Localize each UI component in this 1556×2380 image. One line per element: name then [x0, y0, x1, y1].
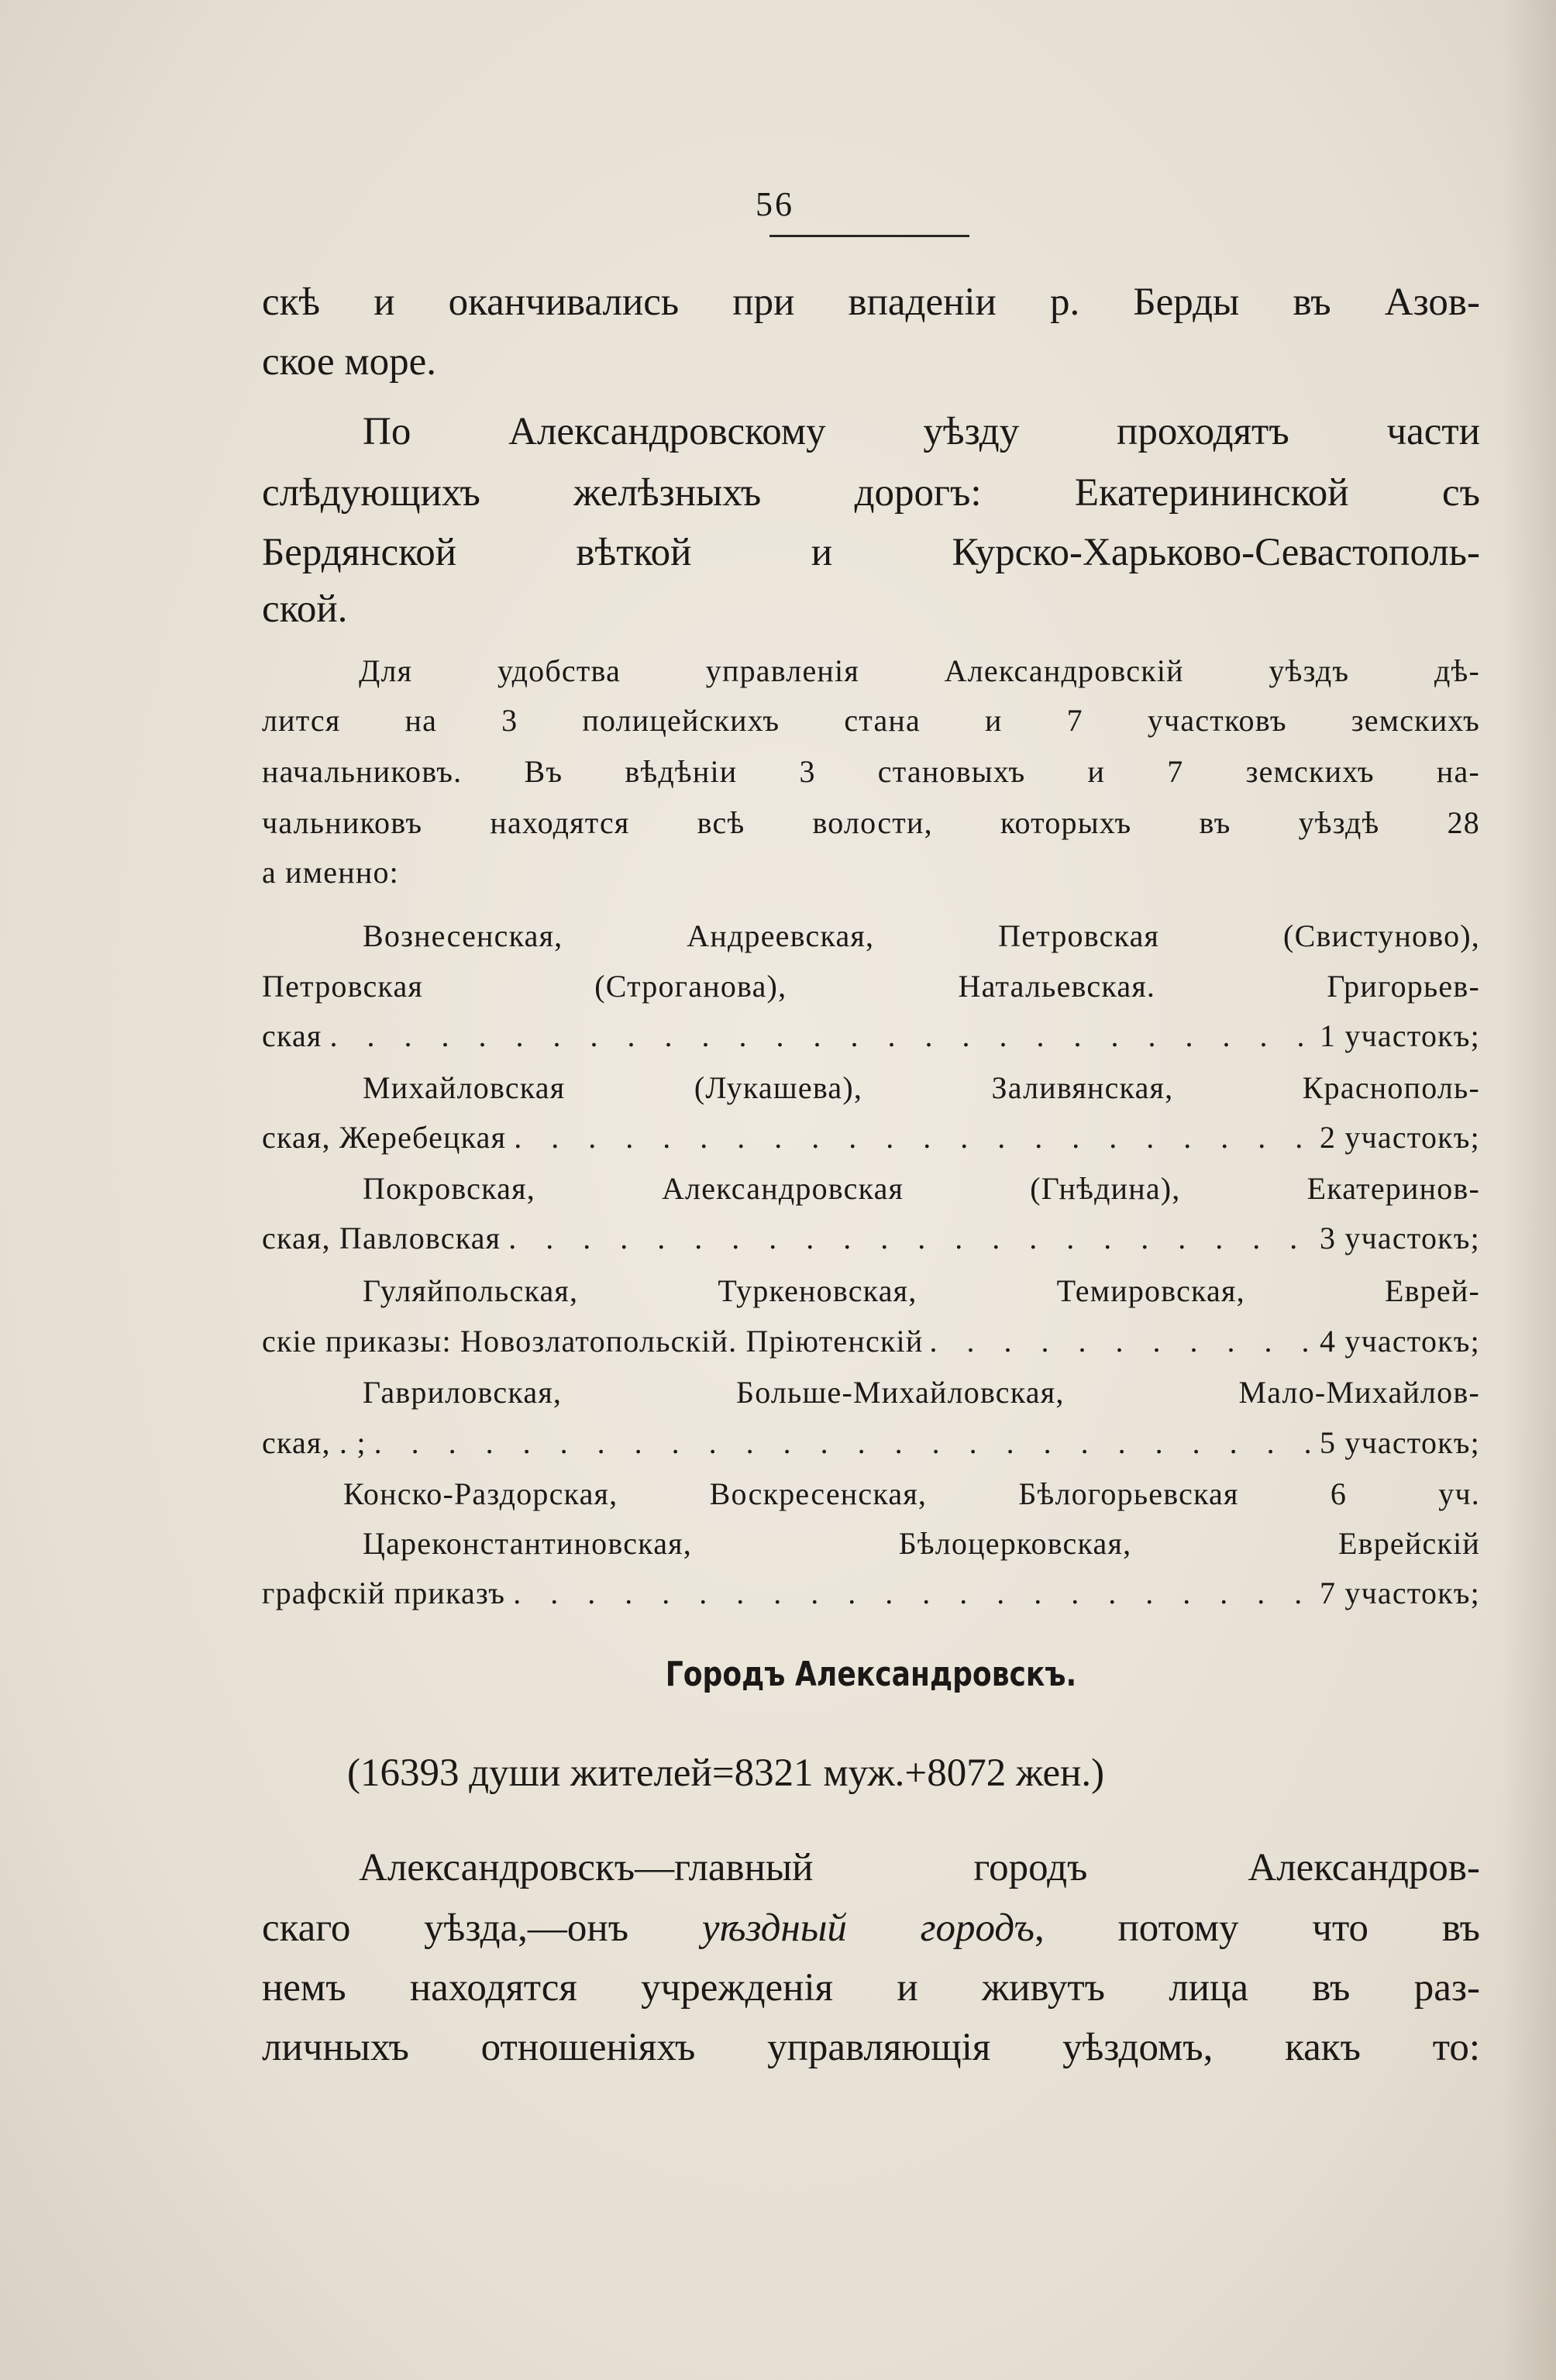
text-fragment: скаго уѣзда,—онъ [262, 1906, 702, 1950]
district-entry-6: Конско-Раздорская, Воскресенская, Бѣлогорьевская 6 уч. [343, 1476, 1480, 1511]
text-line: Для удобства управленія Александровскій уѣздъ дѣ- [359, 653, 1480, 688]
section-heading: Городъ Александровскъ. [665, 1655, 1077, 1694]
district-names: ская, Жеребецкая [262, 1120, 507, 1155]
text-line: а именно: [262, 855, 399, 890]
district-entry-7 [262, 1575, 1480, 1612]
district-names: скіе приказы: Новозлатопольскій. Пріютенскій [262, 1324, 924, 1359]
district-entry-5 [262, 1424, 1480, 1462]
text-line: ское море. [262, 340, 436, 384]
dot-leader [513, 1575, 1312, 1612]
district-names: графскій приказъ [262, 1576, 506, 1610]
district-line: Цареконстантиновская, Бѣлоцерковская, Еврейскій [363, 1526, 1480, 1561]
district-count: 4 участокъ; [1319, 1324, 1480, 1359]
dot-leader [330, 1018, 1312, 1055]
text-line: По Александровскому уѣзду проходятъ части [363, 410, 1480, 453]
dot-leader [374, 1424, 1312, 1462]
district-count: 7 участокъ; [1319, 1576, 1480, 1610]
district-line: Вознесенская, Андреевская, Петровская (Свистуново), [363, 918, 1480, 953]
text-line: чальниковъ находятся всѣ волости, которыхъ въ уѣздѣ 28 [262, 805, 1480, 840]
text-line: немъ находятся учрежденія и живутъ лица въ раз- [262, 1966, 1480, 2010]
text-line: начальниковъ. Въ вѣдѣніи 3 становыхъ и 7 земскихъ на- [262, 754, 1480, 789]
population-line: (16393 души жителей=8321 муж.+8072 жен.) [347, 1751, 1105, 1795]
district-count: 2 участокъ; [1319, 1120, 1480, 1155]
dot-leader [508, 1220, 1312, 1257]
district-line: Гавриловская, Больше-Михайловская, Мало-Михайлов- [363, 1375, 1480, 1410]
district-names: ская [262, 1018, 322, 1053]
text-fragment: , потому что въ [1034, 1906, 1481, 1950]
district-count: 3 участокъ; [1319, 1221, 1480, 1255]
dot-leader [514, 1119, 1312, 1156]
text-line: скѣ и оканчивались при впаденіи р. Берды въ Азов- [262, 281, 1480, 324]
dot-leader [929, 1323, 1313, 1360]
district-line: Гуляйпольская, Туркеновская, Темировская, Еврей- [363, 1273, 1480, 1308]
district-count: 5 участокъ; [1319, 1425, 1480, 1460]
text-line: лится на 3 полицейскихъ стана и 7 участковъ земскихъ [262, 703, 1480, 738]
italic-term: уѣздный городъ [701, 1906, 1034, 1950]
page-number: 56 [756, 185, 794, 223]
text-line: слѣдующихъ желѣзныхъ дорогъ: Екатерининской съ [262, 471, 1480, 515]
district-line: Михайловская (Лукашева), Заливянская, Краснополь- [363, 1070, 1480, 1105]
district-entry-4 [262, 1323, 1480, 1360]
district-entry-2 [262, 1119, 1480, 1156]
district-entry-3 [262, 1220, 1480, 1257]
district-entry-1 [262, 1018, 1480, 1055]
district-line: Петровская (Строганова), Натальевская. Григорьев- [262, 969, 1480, 1004]
text-line: личныхъ отношеніяхъ управляющія уѣздомъ, какъ то: [262, 2026, 1480, 2069]
text-line: Бердянской вѣткой и Курско-Харьково-Севастополь- [262, 531, 1480, 574]
page-number-rule [769, 235, 969, 237]
district-count: 1 участокъ; [1319, 1018, 1480, 1053]
text-line: ской. [262, 587, 348, 631]
text-line-mixed [262, 1905, 1480, 1951]
text-line: Александровскъ—главный городъ Александров- [359, 1846, 1480, 1889]
district-names: ская, . ; [262, 1425, 367, 1460]
district-line: Покровская, Александровская (Гнѣдина), Екатеринов- [363, 1171, 1480, 1206]
district-names: ская, Павловская [262, 1221, 501, 1255]
page-edge-shadow [1502, 0, 1556, 2380]
